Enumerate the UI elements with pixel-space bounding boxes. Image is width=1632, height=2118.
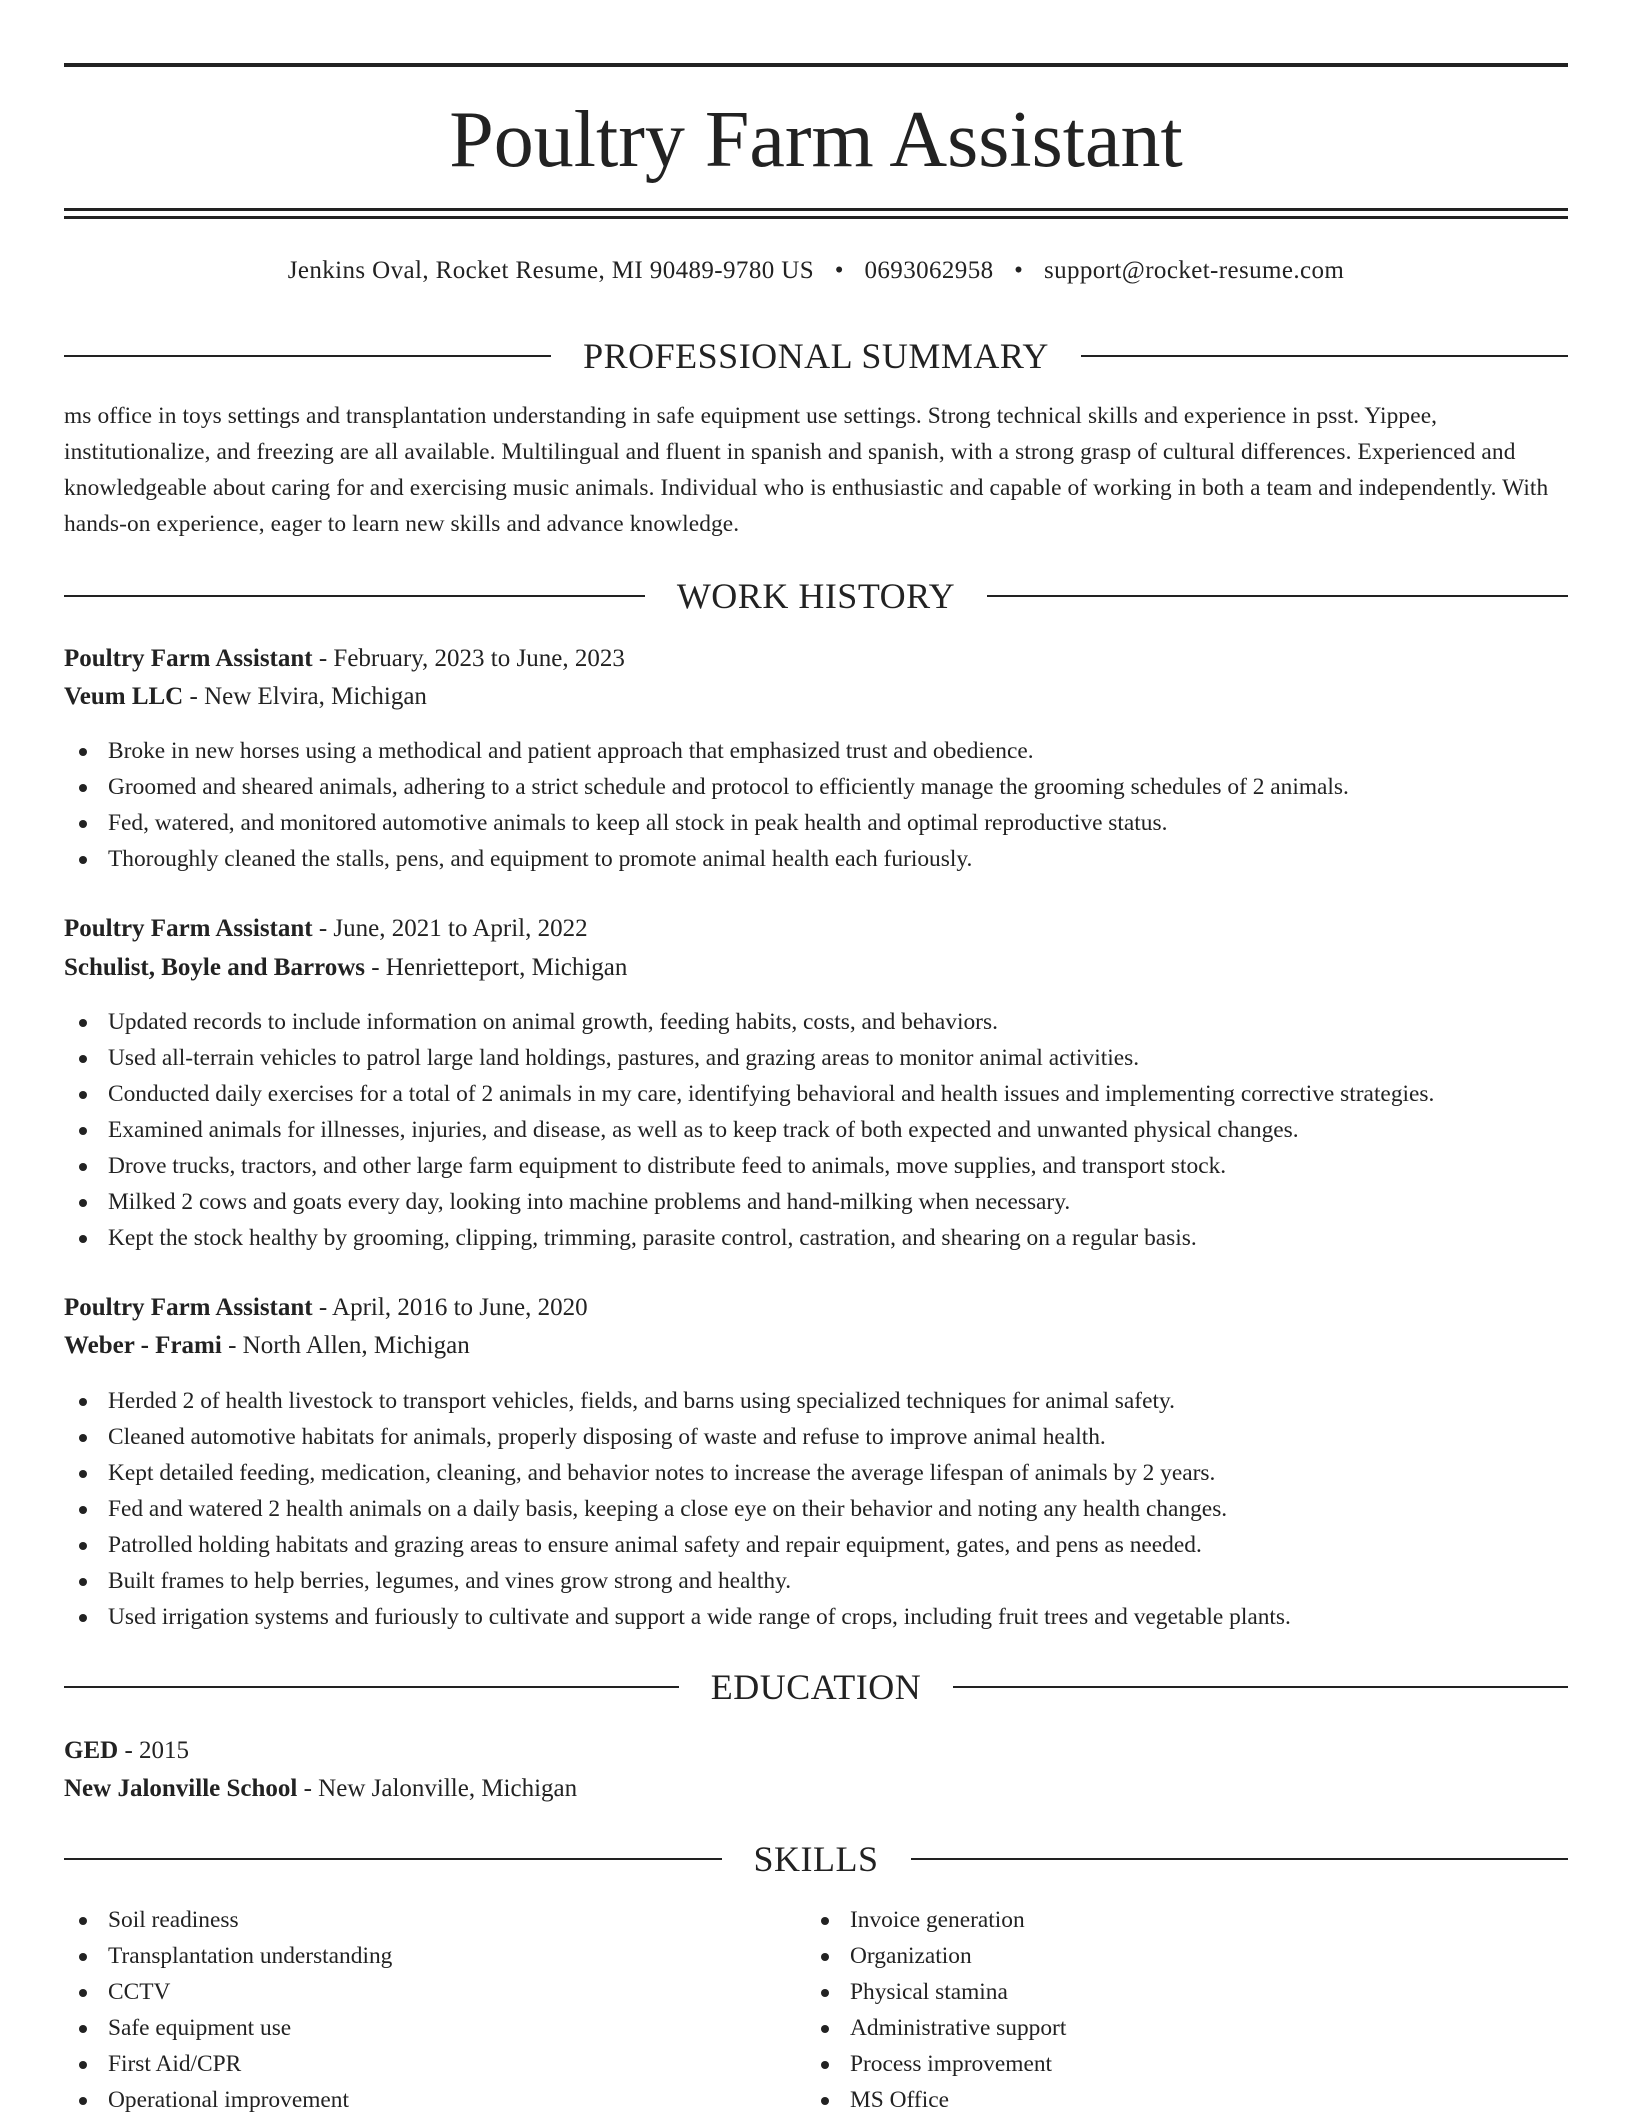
section-heading-work-history (64, 576, 1568, 616)
list-item: Cleaned automotive habitats for animals, properly disposing of waste and refuse to improve animal health. (64, 1419, 1568, 1455)
title-double-rule-lower (64, 216, 1568, 219)
contact-phone: 0693062958 (864, 257, 994, 284)
list-item: Examined animals for illnesses, injuries, and disease, as well as to keep track of both expected and unwanted physical changes. (64, 1112, 1568, 1148)
list-item: Groomed and sheared animals, adhering to a strict schedule and protocol to efficiently manage the grooming schedules of 2 animals. (64, 769, 1568, 805)
list-item: Updated records to include information on animal growth, feeding habits, costs, and behaviors. (64, 1004, 1568, 1040)
education-year: - 2015 (118, 1737, 190, 1764)
heading-rule (953, 1686, 1568, 1688)
list-item: Kept the stock healthy by grooming, clipping, trimming, parasite control, castration, and shearing on a regular basis. (64, 1220, 1568, 1256)
job-title: Poultry Farm Assistant (64, 645, 313, 672)
contact-line (64, 254, 1568, 288)
skill-item: Organization (806, 1938, 1566, 1974)
contact-separator: • (1014, 257, 1024, 284)
list-item: Thoroughly cleaned the stalls, pens, and equipment to promote animal health each furiously. (64, 841, 1568, 877)
list-item: Used irrigation systems and furiously to cultivate and support a wide range of crops, including fruit trees and vegetable plants. (64, 1599, 1568, 1635)
list-item: Conducted daily exercises for a total of 2 animals in my care, identifying behavioral and health issues and implementing corrective strategies. (64, 1076, 1568, 1112)
education-location: - New Jalonville, Michigan (297, 1775, 578, 1802)
contact-separator: • (834, 257, 844, 284)
education-degree-line (64, 1734, 189, 1768)
job-location: - Henrietteport, Michigan (364, 954, 628, 981)
list-item: Patrolled holding habitats and grazing areas to ensure animal safety and repair equipment, gates, and pens as needed. (64, 1527, 1568, 1563)
skills-list (64, 1902, 764, 2118)
skill-item: Transplantation understanding (64, 1938, 764, 1974)
skills-column-left (64, 1902, 764, 2118)
job-title: Poultry Farm Assistant (64, 915, 313, 942)
job-dates: - February, 2023 to June, 2023 (312, 645, 625, 672)
skill-item: Safe equipment use (64, 2010, 764, 2046)
heading-rule (64, 1686, 679, 1688)
job-dates: - June, 2021 to April, 2022 (312, 915, 588, 942)
list-item: Fed, watered, and monitored automotive animals to keep all stock in peak health and optimal reproductive status. (64, 805, 1568, 841)
section-heading-summary (64, 336, 1568, 376)
job-location: - New Elvira, Michigan (183, 683, 427, 710)
job-company: Schulist, Boyle and Barrows (64, 954, 365, 981)
job-company-line (64, 951, 627, 985)
skill-item: Operational improvement (64, 2082, 764, 2118)
heading-rule (1081, 355, 1568, 357)
heading-rule (911, 1858, 1569, 1860)
list-item: Fed and watered 2 health animals on a daily basis, keeping a close eye on their behavior and noting any health changes. (64, 1491, 1568, 1527)
job-title-line (64, 912, 588, 946)
heading-rule (64, 1858, 722, 1860)
job-title-line (64, 1291, 588, 1325)
title-double-rule-upper (64, 208, 1568, 211)
skill-item: First Aid/CPR (64, 2046, 764, 2082)
job-duties-list (64, 733, 1568, 877)
section-title: WORK HISTORY (676, 576, 956, 616)
section-title: PROFESSIONAL SUMMARY (583, 336, 1049, 376)
job-title: Poultry Farm Assistant (64, 1294, 313, 1321)
summary-text: ms office in toys settings and transplantation understanding in safe equipment use settings. Strong technical skills and experience in psst. Yippee, institutionalize, and freezing are all available. Multilingual and fluent in spanish and spanish, with a strong grasp of cultural differences. Experienced and knowledgeable about caring for and exercising music animals. Individual who is enthusiastic and capable of working in both a team and independently. With hands-on experience, eager to learn new skills and advance knowledge. (64, 403, 1549, 537)
skill-item: Soil readiness (64, 1902, 764, 1938)
job-title-line (64, 642, 625, 676)
list-item: Milked 2 cows and goats every day, looking into machine problems and hand-milking when necessary. (64, 1184, 1568, 1220)
skill-item: Administrative support (806, 2010, 1566, 2046)
skills-column-right (806, 1902, 1566, 2118)
education-school-line (64, 1772, 577, 1806)
job-company-line (64, 1329, 470, 1363)
list-item: Built frames to help berries, legumes, and vines grow strong and healthy. (64, 1563, 1568, 1599)
list-item: Kept detailed feeding, medication, cleaning, and behavior notes to increase the average lifespan of animals by 2 years. (64, 1455, 1568, 1491)
resume-title: Poultry Farm Assistant (449, 96, 1183, 184)
contact-email: support@rocket-resume.com (1043, 257, 1345, 284)
skill-item: CCTV (64, 1974, 764, 2010)
skill-item: Process improvement (806, 2046, 1566, 2082)
section-title: SKILLS (753, 1839, 879, 1879)
section-title: EDUCATION (710, 1667, 922, 1707)
education-degree: GED (64, 1737, 119, 1764)
list-item: Used all-terrain vehicles to patrol large land holdings, pastures, and grazing areas to monitor animal activities. (64, 1040, 1568, 1076)
contact-address: Jenkins Oval, Rocket Resume, MI 90489-9780 US (287, 257, 815, 284)
section-heading-education (64, 1667, 1568, 1707)
section-heading-skills (64, 1839, 1568, 1879)
job-company-line (64, 680, 427, 714)
heading-rule (987, 595, 1568, 597)
job-company: Veum LLC (64, 683, 184, 710)
list-item: Broke in new horses using a methodical and patient approach that emphasized trust and obedience. (64, 733, 1568, 769)
job-dates: - April, 2016 to June, 2020 (312, 1294, 588, 1321)
job-duties-list (64, 1383, 1568, 1635)
top-rule (64, 63, 1568, 67)
list-item: Drove trucks, tractors, and other large farm equipment to distribute feed to animals, move supplies, and transport stock. (64, 1148, 1568, 1184)
job-location: - North Allen, Michigan (221, 1332, 470, 1359)
skill-item: MS Office (806, 2082, 1566, 2118)
job-duties-list (64, 1004, 1568, 1256)
skills-list (806, 1902, 1566, 2118)
job-company: Weber - Frami (64, 1332, 222, 1359)
skill-item: Invoice generation (806, 1902, 1566, 1938)
heading-rule (64, 595, 645, 597)
skill-item: Physical stamina (806, 1974, 1566, 2010)
heading-rule (64, 355, 551, 357)
list-item: Herded 2 of health livestock to transport vehicles, fields, and barns using specialized techniques for animal safety. (64, 1383, 1568, 1419)
education-school: New Jalonville School (64, 1775, 298, 1802)
